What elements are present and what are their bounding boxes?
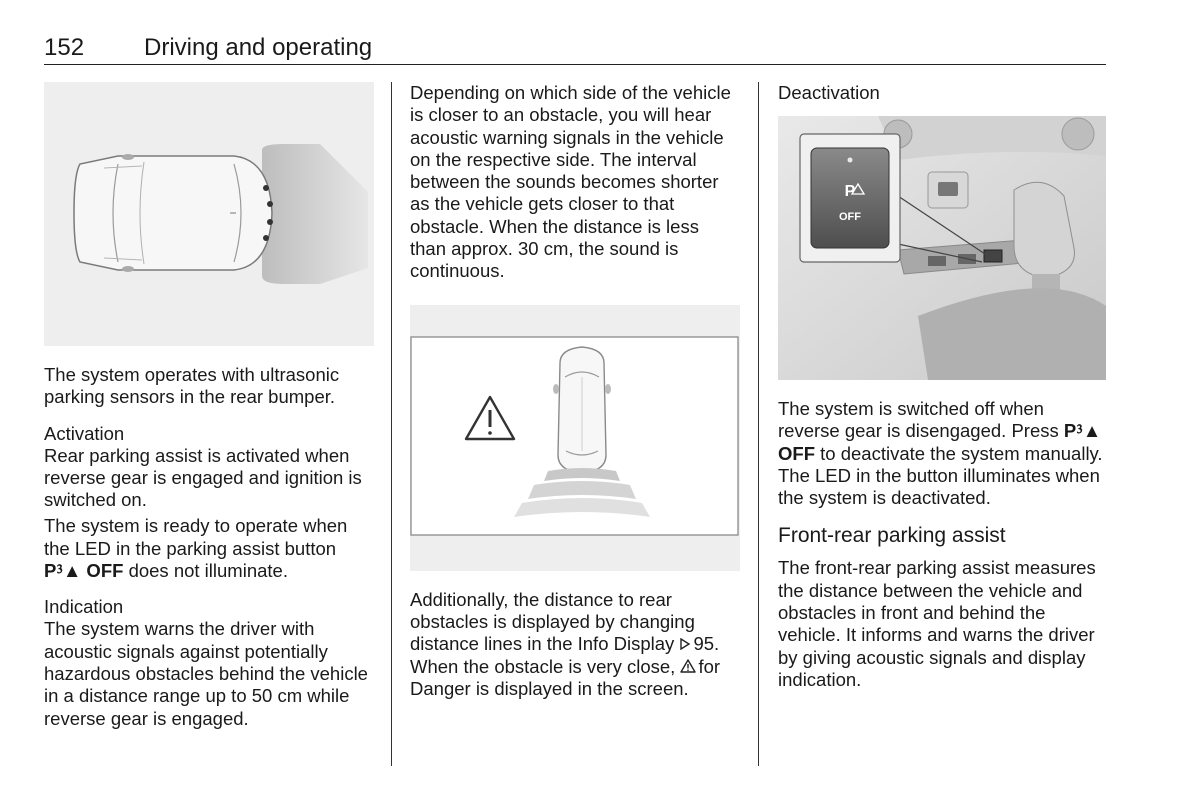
- page-reference-arrow-icon: [679, 633, 693, 655]
- warning-signal-text: Depending on which side of the vehicle is closer to an obstacle, you will hear acoustic warning signals in the vehicle on the respective side. The interval between the sounds becomes shorter as the vehicle gets closer to that obstacle. When the distance is less than approx. 30 cm, the sound is continuous.: [410, 82, 731, 282]
- danger-triangle-icon: [680, 656, 698, 678]
- page-number: 152: [44, 34, 85, 61]
- car-icon: [553, 347, 611, 473]
- distance-display-text: [410, 589, 740, 700]
- activation-text-1: Rear parking assist is activated when reverse gear is engaged and ignition is switched on.: [44, 444, 362, 511]
- activation-text-2-start: The system is ready to operate when the LED in the parking assist button: [44, 515, 348, 559]
- indication-heading: Indication: [44, 596, 124, 618]
- deactivation-heading: Deactivation: [778, 82, 880, 103]
- column-right: [778, 82, 1108, 691]
- column-divider: [758, 82, 759, 766]
- column-divider: [391, 82, 392, 766]
- deactivation-text: [778, 398, 1108, 509]
- column-middle: [410, 82, 740, 700]
- activation-text-2-end: does not illuminate.: [128, 560, 288, 582]
- deactivation-text-end: to deactivate the system manually. The LED in the button illuminates when the system is deactivated.: [778, 442, 1103, 509]
- chapter-title: Driving and operating: [144, 34, 373, 61]
- page-reference-number: 95: [693, 633, 715, 655]
- distance-display-text-end: for Danger is displayed in the screen.: [410, 655, 721, 699]
- indication-text: The system warns the driver with acoustic signals against potentially hazardous obstacles behind the vehicle in a distance range up to 50 cm while reverse gear is engaged.: [44, 618, 368, 729]
- center-console-illustration: [778, 116, 1106, 380]
- front-rear-heading: Front-rear parking assist: [778, 524, 1006, 548]
- car-top-view-illustration: [44, 82, 374, 346]
- front-rear-text: The front-rear parking assist measures the distance between the vehicle and obstacles in front and behind the vehicle. It informs and warns the driver by giving acoustic signals and display indication.: [778, 557, 1096, 690]
- car-sensor-illustration: [44, 82, 374, 346]
- activation-heading: Activation: [44, 422, 125, 444]
- deactivation-text-start: The system is switched off when reverse gear is disengaged. Press: [778, 398, 1059, 442]
- distance-display-text-middle: . When the obstacle is very close,: [410, 633, 720, 677]
- activation-text-2: [44, 515, 376, 582]
- distance-display-text-start: Additionally, the distance to rear obstacles is displayed by changing distance lines in the Info Display: [410, 588, 695, 655]
- column-left: [44, 82, 376, 730]
- info-display-screen: [410, 305, 740, 571]
- info-display-illustration: [410, 305, 740, 571]
- parking-assist-button-symbol: P⁳▲ OFF: [778, 420, 1102, 464]
- car-icon: [74, 154, 273, 272]
- console-button-photo: [778, 116, 1106, 380]
- parking-assist-button-symbol: P⁳▲ OFF: [44, 560, 124, 582]
- intro-text: The system operates with ultrasonic parking sensors in the rear bumper.: [44, 364, 340, 408]
- button-symbol-text: P: [844, 183, 856, 200]
- button-off-text: OFF: [839, 211, 861, 223]
- page-header: [44, 34, 1106, 65]
